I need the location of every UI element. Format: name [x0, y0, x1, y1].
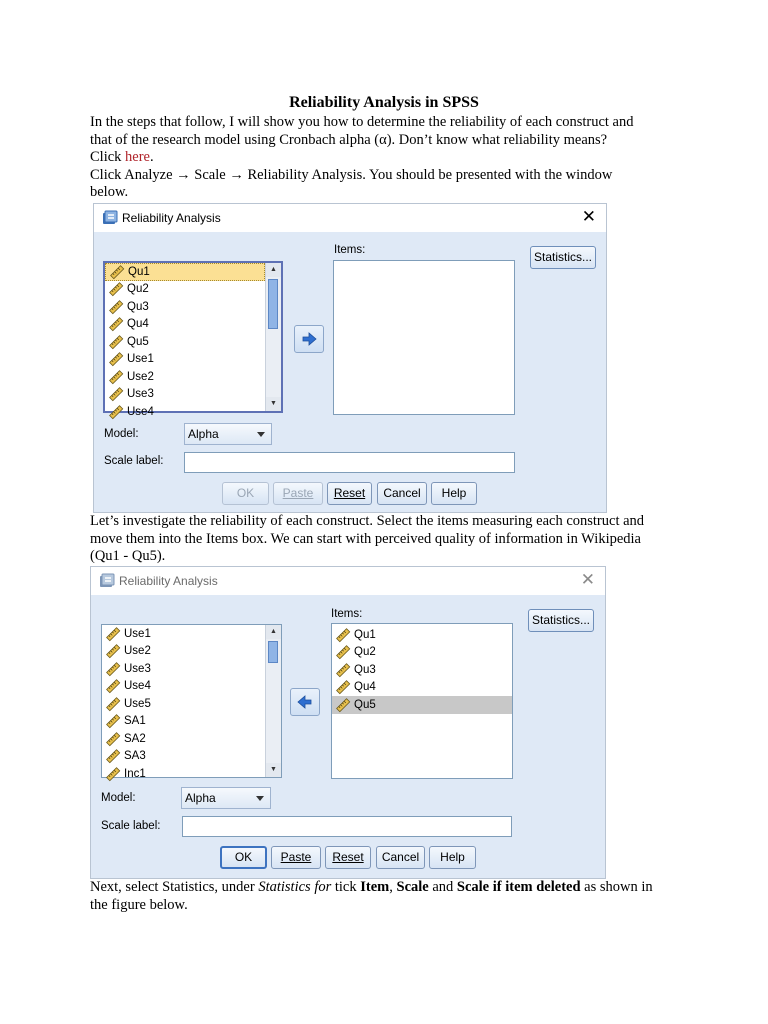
here-link[interactable]: here	[125, 149, 150, 165]
scroll-up-icon[interactable]: ▲	[266, 625, 281, 639]
scroll-thumb[interactable]	[268, 641, 278, 663]
list-item-label: Qu2	[354, 646, 376, 659]
step3-text-d: and	[428, 879, 457, 895]
step3-text-c: ,	[389, 879, 397, 895]
paste-label: Paste	[282, 486, 314, 500]
ruler-scale-icon	[106, 644, 120, 658]
step3-item: Item	[360, 879, 390, 895]
reset-label: Reset	[332, 850, 364, 864]
dialog-2-titlebar	[91, 567, 605, 595]
list-item-label: Qu2	[127, 283, 149, 296]
ruler-scale-icon	[106, 627, 120, 641]
help-button[interactable]: Help	[429, 846, 476, 869]
ruler-scale-icon	[109, 317, 123, 331]
ruler-scale-icon	[109, 300, 123, 314]
ruler-scale-icon	[109, 282, 123, 296]
reset-button[interactable]	[325, 846, 371, 869]
variables-listbox[interactable]	[103, 261, 283, 418]
variables-list	[105, 263, 265, 418]
list-item[interactable]	[332, 626, 512, 644]
scale-label-input[interactable]	[184, 452, 515, 473]
ruler-scale-icon	[106, 714, 120, 728]
list-item-label: Use2	[124, 645, 151, 658]
step1-line-2: below.	[90, 184, 129, 200]
ruler-scale-icon	[106, 662, 120, 676]
spss-app-icon	[99, 573, 115, 589]
list-item[interactable]	[105, 298, 265, 316]
paste-button[interactable]	[273, 482, 323, 505]
reset-label: Reset	[333, 486, 366, 500]
items-list	[334, 261, 514, 414]
dialog-1-titlebar	[94, 204, 606, 232]
ruler-scale-icon	[336, 680, 350, 694]
step2-line-1: Let’s investigate the reliability of each construct. Select the items measuring each construct and	[90, 513, 645, 529]
scroll-thumb[interactable]	[268, 279, 278, 329]
cancel-button[interactable]: Cancel	[376, 846, 425, 869]
ruler-scale-icon	[106, 732, 120, 746]
model-select[interactable]	[184, 423, 272, 445]
list-item[interactable]	[102, 695, 265, 713]
close-icon[interactable]: ✕	[580, 570, 595, 589]
list-item[interactable]	[105, 333, 265, 351]
step3-scale: Scale	[396, 879, 429, 895]
intro-paragraph	[90, 114, 690, 202]
list-item[interactable]	[102, 643, 265, 661]
scale-label-input[interactable]	[182, 816, 512, 837]
spss-app-icon	[102, 210, 118, 226]
list-item-label: Qu3	[127, 300, 149, 313]
arrow-left-icon	[297, 695, 313, 709]
ruler-scale-icon	[106, 697, 120, 711]
ruler-scale-icon	[109, 387, 123, 401]
list-item[interactable]	[332, 661, 512, 679]
list-item-label: Qu5	[127, 335, 149, 348]
list-item-label: SA1	[124, 715, 146, 728]
intro-period: .	[150, 149, 154, 165]
statistics-button[interactable]: Statistics...	[530, 246, 596, 269]
step3-scale-if-deleted: Scale if item deleted	[456, 879, 581, 895]
cancel-button[interactable]: Cancel	[377, 482, 427, 505]
ruler-scale-icon	[336, 628, 350, 642]
list-item[interactable]	[332, 696, 512, 714]
step3-text-b: tick	[331, 879, 361, 895]
list-item[interactable]	[102, 625, 265, 643]
list-item-label: SA3	[124, 750, 146, 763]
intro-line-1: In the steps that follow, I will show you how to determine the reliability of each construct and	[90, 114, 634, 130]
ruler-scale-icon	[109, 335, 123, 349]
step2-paragraph	[90, 513, 690, 566]
scroll-down-icon[interactable]: ▼	[266, 397, 281, 411]
step2-line-2: move them into the Items box. We can start with perceived quality of information in Wikipedia	[90, 530, 641, 547]
list-item-label: Use5	[124, 697, 151, 710]
items-listbox[interactable]	[331, 623, 513, 779]
scroll-down-icon[interactable]: ▼	[266, 763, 281, 777]
list-item-label: Use4	[127, 405, 154, 418]
variables-scrollbar[interactable]	[265, 263, 281, 411]
step3-text-e: as shown in	[580, 879, 653, 895]
list-item-label: Qu5	[354, 698, 376, 711]
items-list	[332, 624, 512, 778]
list-item[interactable]	[105, 403, 265, 421]
ruler-scale-icon	[109, 352, 123, 366]
list-item[interactable]	[102, 678, 265, 696]
variables-list	[102, 625, 265, 780]
list-item[interactable]	[102, 730, 265, 748]
ruler-scale-icon	[106, 749, 120, 763]
list-item-label: Qu1	[128, 265, 150, 278]
step3-paragraph	[90, 879, 690, 914]
chevron-down-icon	[256, 796, 264, 801]
list-item[interactable]	[105, 316, 265, 334]
list-item-label: Qu1	[354, 628, 376, 641]
ruler-scale-icon	[336, 663, 350, 677]
list-item[interactable]	[102, 765, 265, 783]
intro-line-2: that of the research model using Cronbach alpha (α). Don’t know what reliability means?	[90, 131, 608, 148]
list-item-label: Qu4	[127, 318, 149, 331]
ruler-scale-icon	[336, 645, 350, 659]
list-item[interactable]	[105, 351, 265, 369]
scroll-up-icon[interactable]: ▲	[266, 263, 281, 277]
model-select[interactable]	[181, 787, 271, 809]
list-item-label: Inc1	[124, 767, 146, 780]
ruler-scale-icon	[336, 698, 350, 712]
list-item[interactable]	[102, 713, 265, 731]
list-item-label: Use3	[127, 388, 154, 401]
scale-label-text: Scale label:	[104, 455, 164, 467]
list-item[interactable]	[332, 644, 512, 662]
move-from-items-button[interactable]	[290, 688, 320, 716]
step3-statistics-for: Statistics for	[258, 879, 332, 895]
items-listbox[interactable]	[333, 260, 515, 415]
items-label: Items:	[334, 244, 366, 256]
list-item-label: Use4	[124, 680, 151, 693]
statistics-button[interactable]: Statistics...	[528, 609, 594, 632]
list-item-label: SA2	[124, 732, 146, 745]
list-item[interactable]	[105, 263, 265, 281]
step2-line-3: (Qu1 - Qu5).	[90, 548, 166, 564]
help-button[interactable]: Help	[431, 482, 477, 505]
ruler-scale-icon	[109, 405, 123, 419]
list-item-label: Qu3	[354, 663, 376, 676]
items-label: Items:	[331, 608, 363, 620]
close-icon[interactable]: ✕	[581, 207, 596, 226]
list-item-label: Use3	[124, 662, 151, 675]
ok-button[interactable]: OK	[220, 846, 267, 869]
list-item-label: Use2	[127, 370, 154, 383]
dialog-2-title: Reliability Analysis	[119, 574, 218, 588]
list-item-label: Use1	[127, 353, 154, 366]
document-title: Reliability Analysis in SPSS	[289, 94, 479, 111]
variables-listbox[interactable]	[101, 624, 282, 778]
paste-label: Paste	[280, 850, 312, 864]
step3-line-2: the figure below.	[90, 896, 188, 913]
scale-label-text: Scale label:	[101, 820, 161, 832]
list-item[interactable]	[332, 679, 512, 697]
model-value: Alpha	[188, 427, 219, 441]
model-label: Model:	[101, 792, 136, 804]
chevron-down-icon	[257, 432, 265, 437]
list-item[interactable]	[102, 660, 265, 678]
list-item-label: Use1	[124, 627, 151, 640]
list-item[interactable]	[105, 386, 265, 404]
ruler-scale-icon	[106, 679, 120, 693]
list-item-label: Qu4	[354, 681, 376, 694]
reset-button[interactable]	[327, 482, 372, 505]
intro-click-text: Click	[90, 149, 126, 165]
move-to-items-button[interactable]	[294, 325, 324, 353]
ok-button[interactable]: OK	[222, 482, 269, 505]
list-item[interactable]	[105, 368, 265, 386]
arrow-right-icon	[301, 332, 317, 346]
model-label: Model:	[104, 428, 139, 440]
list-item[interactable]	[105, 281, 265, 299]
ruler-scale-icon	[106, 767, 120, 781]
step1-line-1: Click Analyze → Scale → Reliability Analysis. You should be presented with the window	[90, 166, 613, 183]
dialog-1-title: Reliability Analysis	[122, 211, 221, 225]
reliability-dialog-2	[90, 566, 606, 879]
variables-scrollbar[interactable]	[265, 625, 281, 777]
list-item[interactable]	[102, 748, 265, 766]
model-value: Alpha	[185, 791, 216, 805]
ruler-scale-icon	[109, 370, 123, 384]
ruler-scale-icon	[110, 265, 124, 279]
reliability-dialog-1	[93, 203, 607, 513]
paste-button[interactable]	[271, 846, 321, 869]
step3-text-a: Next, select Statistics, under	[90, 879, 259, 895]
